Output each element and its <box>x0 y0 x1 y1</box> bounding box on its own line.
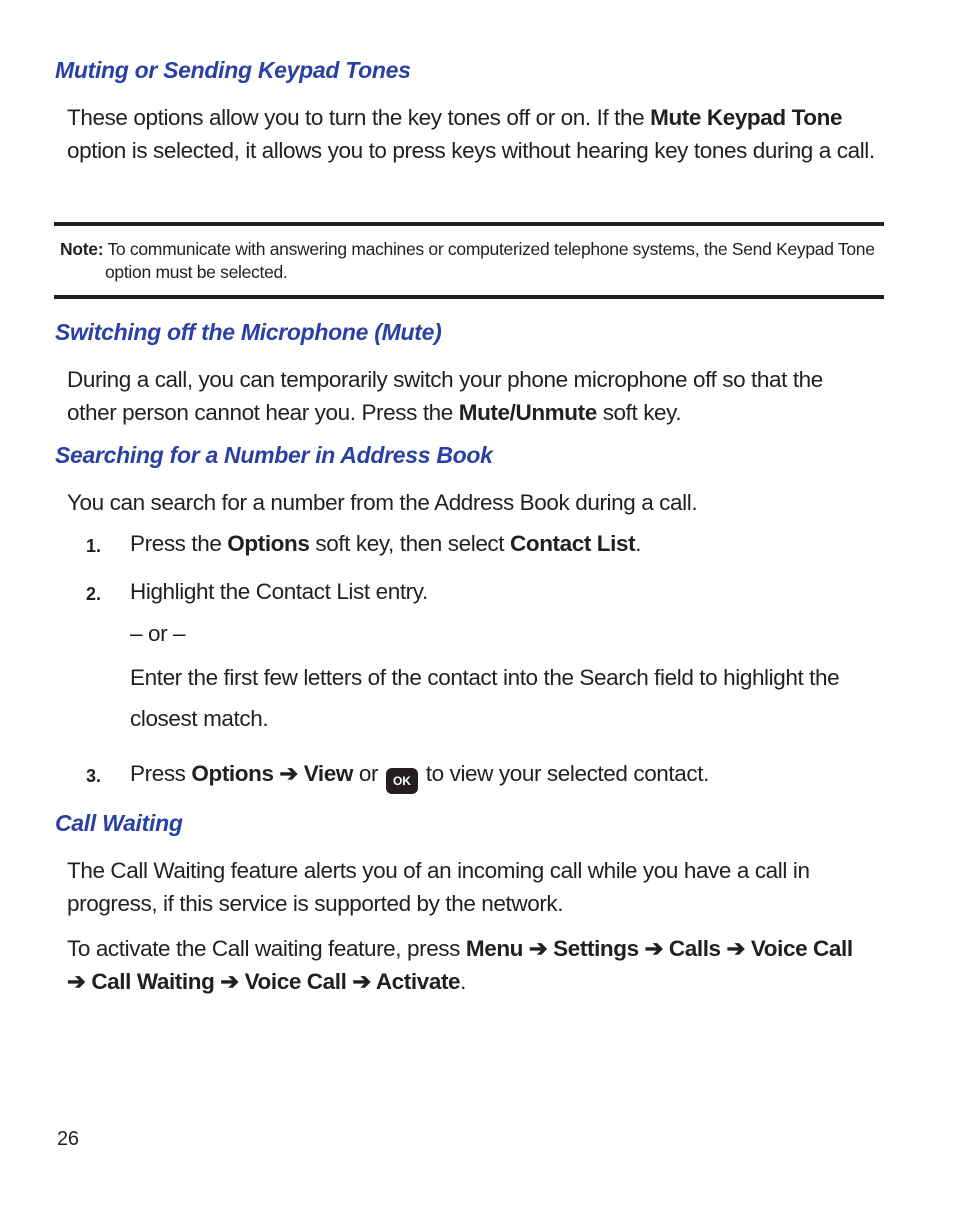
ok-key-icon: OK <box>386 768 418 794</box>
arrow-icon: ➔ <box>638 936 669 961</box>
step-2-alternative: Enter the first few letters of the contact into the Search field to highlight the closest match. <box>130 665 840 731</box>
step-2-text: Highlight the Contact List entry. <box>130 579 428 604</box>
menu-path-item: Calls <box>668 936 721 961</box>
menu-path-item: Activate <box>375 969 461 994</box>
muting-paragraph: These options allow you to turn the key tones off or on. If the Mute Keypad Tone option is selected, it allows you to press keys without hearing key tones during a call. <box>67 105 875 163</box>
note-block <box>60 238 915 284</box>
menu-path-item: Settings <box>553 936 639 961</box>
step-2-number: 2. <box>86 584 102 604</box>
arrow-icon: ➔ <box>346 969 376 994</box>
step-2-or: – or – <box>130 621 186 646</box>
step-3-number: 3. <box>86 766 102 786</box>
menu-path-item: Voice Call <box>244 969 347 994</box>
heading-call-waiting: Call Waiting <box>55 810 183 836</box>
mute-paragraph: During a call, you can temporarily switch your phone microphone off so that the other person cannot hear you. Press the Mute/Unmute soft key. <box>67 367 823 425</box>
heading-muting: Muting or Sending Keypad Tones <box>55 57 411 83</box>
note-label: Note: <box>60 239 104 259</box>
menu-path-item: Voice Call <box>750 936 853 961</box>
arrow-icon: ➔ <box>273 761 304 786</box>
arrow-icon: ➔ <box>214 969 245 994</box>
note-top-rule <box>54 222 884 226</box>
step-3-text: Press Options ➔ View or OK to view your selected contact. <box>130 753 880 794</box>
menu-path-item: Call Waiting <box>91 969 215 994</box>
step-1-number: 1. <box>86 536 102 556</box>
search-intro: You can search for a number from the Address Book during a call. <box>67 490 698 515</box>
arrow-icon: ➔ <box>523 936 554 961</box>
call-waiting-paragraph: The Call Waiting feature alerts you of an incoming call while you have a call in progress, if this service is supported by the network. <box>67 858 810 916</box>
heading-search-address-book: Searching for a Number in Address Book <box>55 442 493 468</box>
arrow-icon: ➔ <box>720 936 751 961</box>
note-text: To communicate with answering machines or computerized telephone systems, the Send Keypad Tone option must be selected. <box>103 239 875 282</box>
step-1-text: Press the Options soft key, then select Contact List. <box>130 531 642 556</box>
menu-path-item: Menu <box>465 936 524 961</box>
call-waiting-instructions: To activate the Call waiting feature, press Menu ➔ Settings ➔ Calls ➔ Voice Call ➔ Call Waiting ➔ Voice Call ➔ Activate. <box>67 936 853 994</box>
page-number: 26 <box>57 1128 79 1150</box>
note-bottom-rule <box>54 295 884 299</box>
heading-mute-microphone: Switching off the Microphone (Mute) <box>55 319 442 345</box>
arrow-icon: ➔ <box>67 969 92 994</box>
